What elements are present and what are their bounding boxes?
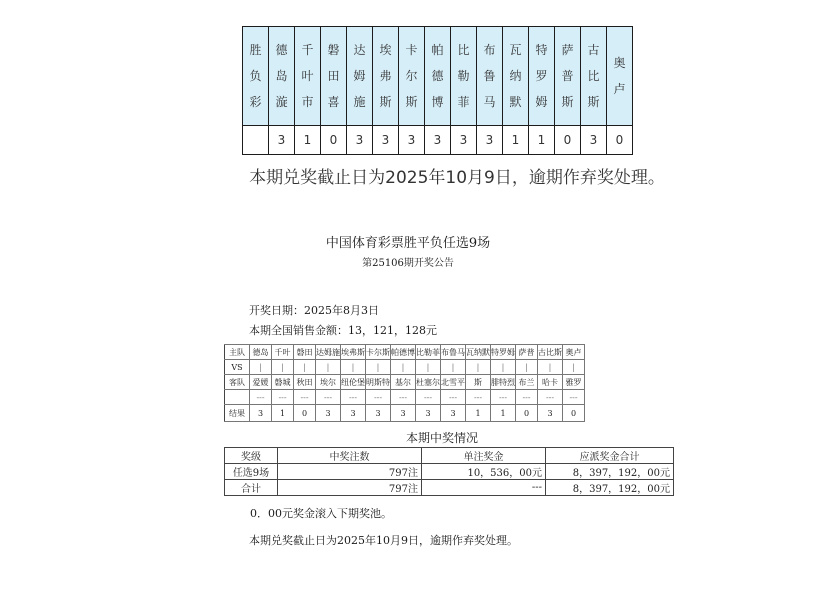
team-char: 罗 (535, 69, 548, 83)
team-char: 马 (483, 95, 496, 109)
result-cell: 1 (503, 126, 529, 155)
rollover-note: 0．00元奖金滚入下期奖池。 (250, 507, 392, 520)
team-name (373, 37, 398, 115)
prize-table (224, 447, 674, 496)
team-name (295, 37, 320, 115)
team-char: 德 (275, 43, 288, 57)
team-name (529, 37, 554, 115)
vs-mark: | (491, 360, 516, 375)
match-result: 3 (341, 405, 366, 422)
vs-mark: | (341, 360, 366, 375)
team-char: 叶 (301, 69, 314, 83)
team-char: 帕 (431, 43, 444, 57)
team-char: 菲 (457, 95, 470, 109)
home-team: 萨普 (516, 345, 538, 360)
match-result: 0 (563, 405, 585, 422)
match-result: 3 (316, 405, 341, 422)
result-row (225, 405, 585, 422)
result-cell: 0 (321, 126, 347, 155)
team-char: 弗 (379, 69, 392, 83)
prize-sum-row (225, 480, 674, 496)
away-team: 明斯特 (366, 375, 391, 390)
vs-mark: | (563, 360, 585, 375)
home-team: 德岛 (250, 345, 272, 360)
team-char: 瓦 (509, 43, 522, 57)
home-team: 布鲁马 (441, 345, 466, 360)
team-name (581, 37, 606, 115)
team-row (243, 27, 633, 126)
match-result: 1 (272, 405, 294, 422)
match-result: 3 (441, 405, 466, 422)
prize-section-title: 本期中奖情况 (405, 431, 478, 445)
result-cell: 3 (451, 126, 477, 155)
separator: --- (272, 390, 294, 405)
match-result: 1 (491, 405, 516, 422)
vs-mark: | (272, 360, 294, 375)
vs-mark: | (366, 360, 391, 375)
team-char: 默 (509, 95, 522, 109)
team-char: 斯 (561, 95, 574, 109)
home-team: 帕德博 (391, 345, 416, 360)
prize-header-level: 奖级 (225, 448, 278, 464)
team-char: 比 (457, 43, 470, 57)
team-name (321, 37, 346, 115)
result-row (243, 126, 633, 155)
team-char: 卢 (613, 82, 626, 96)
away-team: 哈卡 (538, 375, 563, 390)
result-cell: 0 (607, 126, 633, 155)
team-cell (503, 27, 529, 126)
table-header-blank (243, 126, 269, 155)
team-char: 埃 (379, 43, 392, 57)
team-cell (581, 27, 607, 126)
team-char: 磐 (327, 43, 340, 57)
team-char: 德 (431, 69, 444, 83)
vs-mark: | (516, 360, 538, 375)
separator: --- (538, 390, 563, 405)
result-label: 结果 (225, 405, 250, 422)
home-team: 奥卢 (563, 345, 585, 360)
vs-mark: | (250, 360, 272, 375)
result-cell: 0 (555, 126, 581, 155)
team-char: 勒 (457, 69, 470, 83)
vs-label: VS (225, 360, 250, 375)
team-cell (607, 27, 633, 126)
team-char: 田 (327, 69, 340, 83)
separator: --- (491, 390, 516, 405)
team-name (399, 37, 424, 115)
team-char: 鲁 (483, 69, 496, 83)
team-cell (295, 27, 321, 126)
prize-header-total: 应派奖金合计 (546, 448, 674, 464)
prize-sum-total: 8，397，192，00元 (546, 480, 674, 496)
vs-mark: | (466, 360, 491, 375)
vs-mark: | (294, 360, 316, 375)
team-char: 纳 (509, 69, 522, 83)
prize-header-row (225, 448, 674, 464)
match-result: 3 (366, 405, 391, 422)
draw-date: 开奖日期：2025年8月3日 (249, 304, 379, 317)
home-row (225, 345, 585, 360)
team-name (451, 37, 476, 115)
match-result: 3 (416, 405, 441, 422)
team-char: 漩 (275, 95, 288, 109)
team-char: 达 (353, 43, 366, 57)
bulletin-title: 中国体育彩票胜平负任选9场 (325, 236, 491, 251)
away-label: 客队 (225, 375, 250, 390)
separator: --- (516, 390, 538, 405)
team-cell (399, 27, 425, 126)
separator: --- (466, 390, 491, 405)
result-cell: 3 (425, 126, 451, 155)
match-result: 3 (538, 405, 563, 422)
away-team: 杜塞尔 (416, 375, 441, 390)
team-char: 博 (431, 95, 444, 109)
result-cell: 1 (529, 126, 555, 155)
prize-header-count: 中奖注数 (278, 448, 422, 464)
sales-amount: 本期全国销售金额：13，121，128元 (249, 324, 437, 337)
prize-row (225, 464, 674, 480)
separator: --- (316, 390, 341, 405)
result-cell: 3 (373, 126, 399, 155)
team-char: 特 (535, 43, 548, 57)
vs-row (225, 360, 585, 375)
match-table (224, 344, 585, 422)
vs-mark: | (538, 360, 563, 375)
header-char: 胜 (249, 43, 262, 57)
team-char: 喜 (327, 95, 340, 109)
team-char: 姆 (535, 95, 548, 109)
team-cell (451, 27, 477, 126)
team-char: 萨 (561, 43, 574, 57)
team-char: 市 (301, 95, 314, 109)
dash-row (225, 390, 585, 405)
separator: --- (294, 390, 316, 405)
team-cell (425, 27, 451, 126)
vs-mark: | (316, 360, 341, 375)
team-char: 斯 (587, 95, 600, 109)
result-cell: 3 (269, 126, 295, 155)
result-cell: 3 (581, 126, 607, 155)
team-name (269, 37, 294, 115)
away-team: 磐城 (272, 375, 294, 390)
team-char: 施 (353, 95, 366, 109)
away-team: 雅罗 (563, 375, 585, 390)
team-cell (347, 27, 373, 126)
home-team: 瓦纳默 (466, 345, 491, 360)
prize-count: 797注 (278, 464, 422, 480)
home-team: 古比斯 (538, 345, 563, 360)
separator: --- (416, 390, 441, 405)
away-team: 爱媛 (250, 375, 272, 390)
team-char: 斯 (379, 95, 392, 109)
separator: --- (250, 390, 272, 405)
team-name (425, 37, 450, 115)
away-team: 纽伦堡 (341, 375, 366, 390)
deadline-notice: 本期兑奖截止日为2025年10月9日，逾期作弃奖处理。 (249, 168, 665, 188)
dash-label (225, 390, 250, 405)
away-team: 腓特烈 (491, 375, 516, 390)
team-cell (477, 27, 503, 126)
team-cell (373, 27, 399, 126)
match-result: 3 (250, 405, 272, 422)
team-name (607, 50, 632, 102)
separator: --- (391, 390, 416, 405)
separator: --- (563, 390, 585, 405)
vs-mark: | (441, 360, 466, 375)
team-cell (555, 27, 581, 126)
team-cell (321, 27, 347, 126)
away-team: 北雪平 (441, 375, 466, 390)
team-name (347, 37, 372, 115)
team-cell (529, 27, 555, 126)
match-result: 0 (516, 405, 538, 422)
team-char: 古 (587, 43, 600, 57)
team-char: 比 (587, 69, 600, 83)
team-char: 普 (561, 69, 574, 83)
away-team: 埃尔 (316, 375, 341, 390)
team-char: 斯 (405, 95, 418, 109)
team-name (503, 37, 528, 115)
header-char: 彩 (249, 95, 262, 109)
result-cell: 1 (295, 126, 321, 155)
separator: --- (366, 390, 391, 405)
home-team: 埃弗斯 (341, 345, 366, 360)
away-team: 斯 (466, 375, 491, 390)
table-header-cell (243, 27, 269, 126)
team-name (555, 37, 580, 115)
match-result: 1 (466, 405, 491, 422)
result-cell: 3 (347, 126, 373, 155)
home-team: 磐田 (294, 345, 316, 360)
header-char: 负 (249, 69, 262, 83)
away-team: 布兰 (516, 375, 538, 390)
home-label: 主队 (225, 345, 250, 360)
team-char: 奥 (613, 56, 626, 70)
prize-total: 8，397，192，00元 (546, 464, 674, 480)
result-cell: 3 (399, 126, 425, 155)
home-team: 达姆施 (316, 345, 341, 360)
vs-mark: | (391, 360, 416, 375)
home-team: 卡尔斯 (366, 345, 391, 360)
away-row (225, 375, 585, 390)
team-name (477, 37, 502, 115)
bulletin-deadline: 本期兑奖截止日为2025年10月9日，逾期作弃奖处理。 (249, 534, 518, 547)
separator: --- (441, 390, 466, 405)
prize-sum-count: 797注 (278, 480, 422, 496)
prize-sum-single: --- (422, 480, 546, 496)
team-char: 尔 (405, 69, 418, 83)
prize-level: 任选9场 (225, 464, 278, 480)
away-team: 基尔 (391, 375, 416, 390)
home-team: 特罗姆 (491, 345, 516, 360)
bulletin-subtitle: 第25106期开奖公告 (362, 258, 454, 269)
home-team: 比勒菲 (416, 345, 441, 360)
team-char: 千 (301, 43, 314, 57)
result-table (242, 26, 633, 155)
prize-single: 10，536，00元 (422, 464, 546, 480)
separator: --- (341, 390, 366, 405)
away-team: 秋田 (294, 375, 316, 390)
team-char: 姆 (353, 69, 366, 83)
result-cell: 3 (477, 126, 503, 155)
match-result: 0 (294, 405, 316, 422)
home-team: 千叶 (272, 345, 294, 360)
match-result: 3 (391, 405, 416, 422)
vs-mark: | (416, 360, 441, 375)
prize-header-single: 单注奖金 (422, 448, 546, 464)
prize-sum-label: 合计 (225, 480, 278, 496)
team-char: 卡 (405, 43, 418, 57)
team-cell (269, 27, 295, 126)
team-char: 布 (483, 43, 496, 57)
team-char: 岛 (275, 69, 288, 83)
